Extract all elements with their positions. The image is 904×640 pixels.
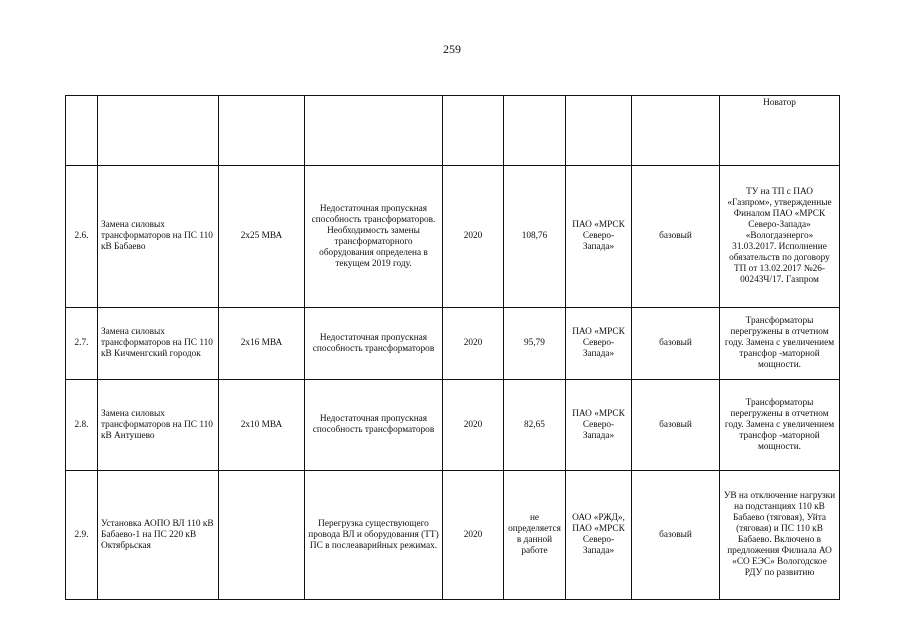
cell-year: 2020	[443, 166, 504, 308]
cell-year	[443, 96, 504, 166]
cell-num: 2.6.	[66, 166, 98, 308]
cell-cost: не определяется в данной работе	[504, 471, 566, 600]
cell-num: 2.8.	[66, 380, 98, 471]
cell-name: Замена силовых трансформаторов на ПС 110 кВ Кичменгский городок	[98, 308, 219, 380]
cell-scenario: базовый	[632, 166, 720, 308]
cell-reason: Недостаточная пропускная способность трансформаторов	[305, 308, 443, 380]
table-row	[66, 96, 840, 166]
cell-note: УВ на отключение нагрузки на подстанциях 110 кВ Бабаево (тяговая), Уйта (тяговая) и ПС 110 кВ Бабаево. Включено в предложения Филиала АО «СО ЕЭС» Вологодское РДУ по развитию	[720, 471, 840, 600]
table-row	[66, 471, 840, 600]
cell-note: Трансформаторы перегружены в отчетном году. Замена с увеличением трансфор -маторной мощности.	[720, 308, 840, 380]
cell-org: ПАО «МРСК Северо-Запада»	[566, 380, 632, 471]
cell-org	[566, 96, 632, 166]
cell-name: Установка АОПО ВЛ 110 кВ Бабаево-1 на ПС 220 кВ Октябрьская	[98, 471, 219, 600]
cell-cost: 95,79	[504, 308, 566, 380]
cell-note: Трансформаторы перегружены в отчетном году. Замена с увеличением трансфор -маторной мощности.	[720, 380, 840, 471]
cell-year: 2020	[443, 471, 504, 600]
cell-scenario: базовый	[632, 308, 720, 380]
cell-year: 2020	[443, 380, 504, 471]
cell-year: 2020	[443, 308, 504, 380]
cell-note: ТУ на ТП с ПАО «Газпром», утвержденные Финалом ПАО «МРСК Северо-Запада» «Вологдаэнерго» 31.03.2017. Исполнение обязательств по договору ТП от 13.02.2017 №26-00243Ч/17. Газпром	[720, 166, 840, 308]
cell-capacity: 2х16 МВА	[219, 308, 305, 380]
cell-note: Новатор	[720, 96, 840, 166]
cell-org: ПАО «МРСК Северо-Запада»	[566, 166, 632, 308]
cell-num: 2.9.	[66, 471, 98, 600]
cell-reason	[305, 96, 443, 166]
projects-table	[65, 95, 840, 600]
table-row	[66, 380, 840, 471]
cell-name: Замена силовых трансформаторов на ПС 110 кВ Бабаево	[98, 166, 219, 308]
cell-cost: 82,65	[504, 380, 566, 471]
cell-cost	[504, 96, 566, 166]
table-row	[66, 166, 840, 308]
cell-cost: 108,76	[504, 166, 566, 308]
cell-capacity	[219, 96, 305, 166]
cell-capacity: 2х25 МВА	[219, 166, 305, 308]
cell-num	[66, 96, 98, 166]
cell-reason: Недостаточная пропускная способность трансформаторов. Необходимость замены трансформаторного оборудования определена в текущем 2019 году.	[305, 166, 443, 308]
cell-scenario: базовый	[632, 471, 720, 600]
table-row	[66, 308, 840, 380]
page-number: 259	[443, 42, 461, 56]
cell-capacity: 2х10 МВА	[219, 380, 305, 471]
cell-reason: Перегрузка существующего провода ВЛ и оборудования (ТТ) ПС в послеаварийных режимах.	[305, 471, 443, 600]
cell-name	[98, 96, 219, 166]
cell-scenario	[632, 96, 720, 166]
cell-org: ОАО «РЖД», ПАО «МРСК Северо-Запада»	[566, 471, 632, 600]
cell-org: ПАО «МРСК Северо-Запада»	[566, 308, 632, 380]
cell-reason: Недостаточная пропускная способность трансформаторов	[305, 380, 443, 471]
cell-scenario: базовый	[632, 380, 720, 471]
cell-name: Замена силовых трансформаторов на ПС 110 кВ Антушево	[98, 380, 219, 471]
cell-capacity	[219, 471, 305, 600]
cell-num: 2.7.	[66, 308, 98, 380]
